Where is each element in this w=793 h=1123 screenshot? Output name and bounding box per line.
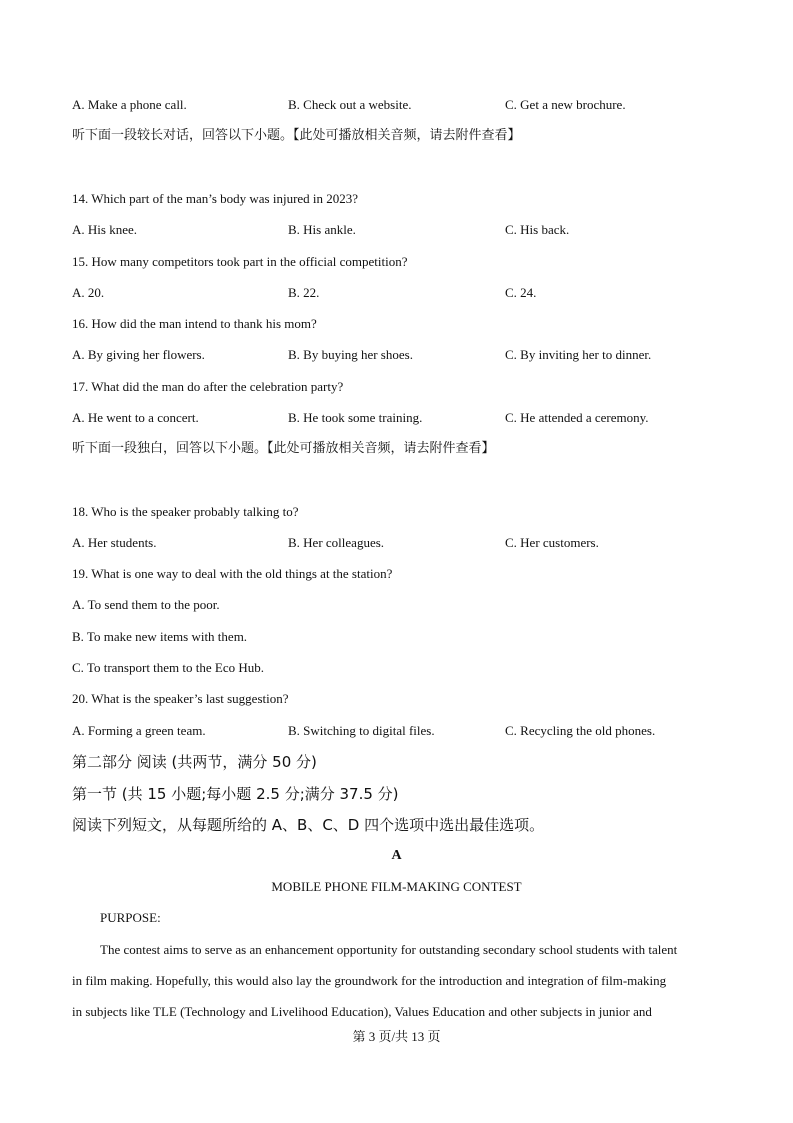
passage-letter: A (391, 848, 402, 863)
q13-option-a: A. Make a phone call. (72, 97, 187, 112)
q20-option-b: B. Switching to digital files. (288, 723, 435, 738)
q15-option-c: C. 24. (505, 285, 537, 300)
question-15: 15. How many competitors took part in the official competition? (72, 254, 408, 269)
q18-option-c: C. Her customers. (505, 535, 599, 550)
question-16: 16. How did the man intend to thank his mom? (72, 316, 317, 331)
question-14: 14. Which part of the man’s body was injured in 2023? (72, 191, 359, 206)
q19-option-a: A. To send them to the poor. (72, 597, 220, 612)
question-19: 19. What is one way to deal with the old things at the station? (72, 566, 393, 581)
q14-option-a: A. His knee. (72, 222, 137, 237)
q15-option-a: A. 20. (72, 285, 105, 300)
q20-option-a: A. Forming a green team. (72, 723, 206, 738)
q16-option-a: A. By giving her flowers. (72, 347, 205, 362)
q14-option-b: B. His ankle. (288, 222, 356, 237)
q17-option-c: C. He attended a ceremony. (505, 410, 649, 425)
section1-heading: 第一节 (共 15 小题;每小题 2.5 分;满分 37.5 分) (72, 785, 399, 803)
q14-option-c: C. His back. (505, 222, 570, 237)
passage-line-2: in film making. Hopefully, this would also lay the groundwork for the introduction and integration of film-making (72, 973, 667, 988)
q18-option-a: A. Her students. (72, 535, 157, 550)
instruction-monologue: 听下面一段独白，回答以下小题。【此处可播放相关音频，请去附件查看】 (72, 441, 495, 456)
q17-option-a: A. He went to a concert. (72, 410, 199, 425)
passage-line-1: The contest aims to serve as an enhancement opportunity for outstanding secondary school students with talent (100, 942, 678, 957)
q13-option-b: B. Check out a website. (288, 97, 412, 112)
part2-heading: 第二部分 阅读 (共两节，满分 50 分) (72, 753, 317, 771)
q19-option-b: B. To make new items with them. (72, 629, 248, 644)
reading-instruction: 阅读下列短文，从每题所给的 A、B、C、D 四个选项中选出最佳选项。 (72, 816, 545, 834)
passage-title: MOBILE PHONE FILM-MAKING CONTEST (271, 879, 522, 894)
q17-option-b: B. He took some training. (288, 410, 423, 425)
q15-option-b: B. 22. (288, 285, 320, 300)
q16-option-c: C. By inviting her to dinner. (505, 347, 652, 362)
q13-option-c: C. Get a new brochure. (505, 97, 626, 112)
q16-option-b: B. By buying her shoes. (288, 347, 413, 362)
q18-option-b: B. Her colleagues. (288, 535, 385, 550)
purpose-label: PURPOSE: (100, 910, 161, 925)
question-17: 17. What did the man do after the celebration party? (72, 379, 344, 394)
q19-option-c: C. To transport them to the Eco Hub. (72, 660, 265, 675)
question-18: 18. Who is the speaker probably talking to? (72, 504, 299, 519)
page-footer: 第 3 页/共 13 页 (352, 1029, 441, 1044)
passage-line-3: in subjects like TLE (Technology and Livelihood Education), Values Education and other subjects in junior and (72, 1004, 652, 1019)
q20-option-c: C. Recycling the old phones. (505, 723, 656, 738)
question-20: 20. What is the speaker’s last suggestion? (72, 691, 289, 706)
instruction-long-dialogue: 听下面一段较长对话，回答以下小题。【此处可播放相关音频，请去附件查看】 (72, 128, 521, 143)
